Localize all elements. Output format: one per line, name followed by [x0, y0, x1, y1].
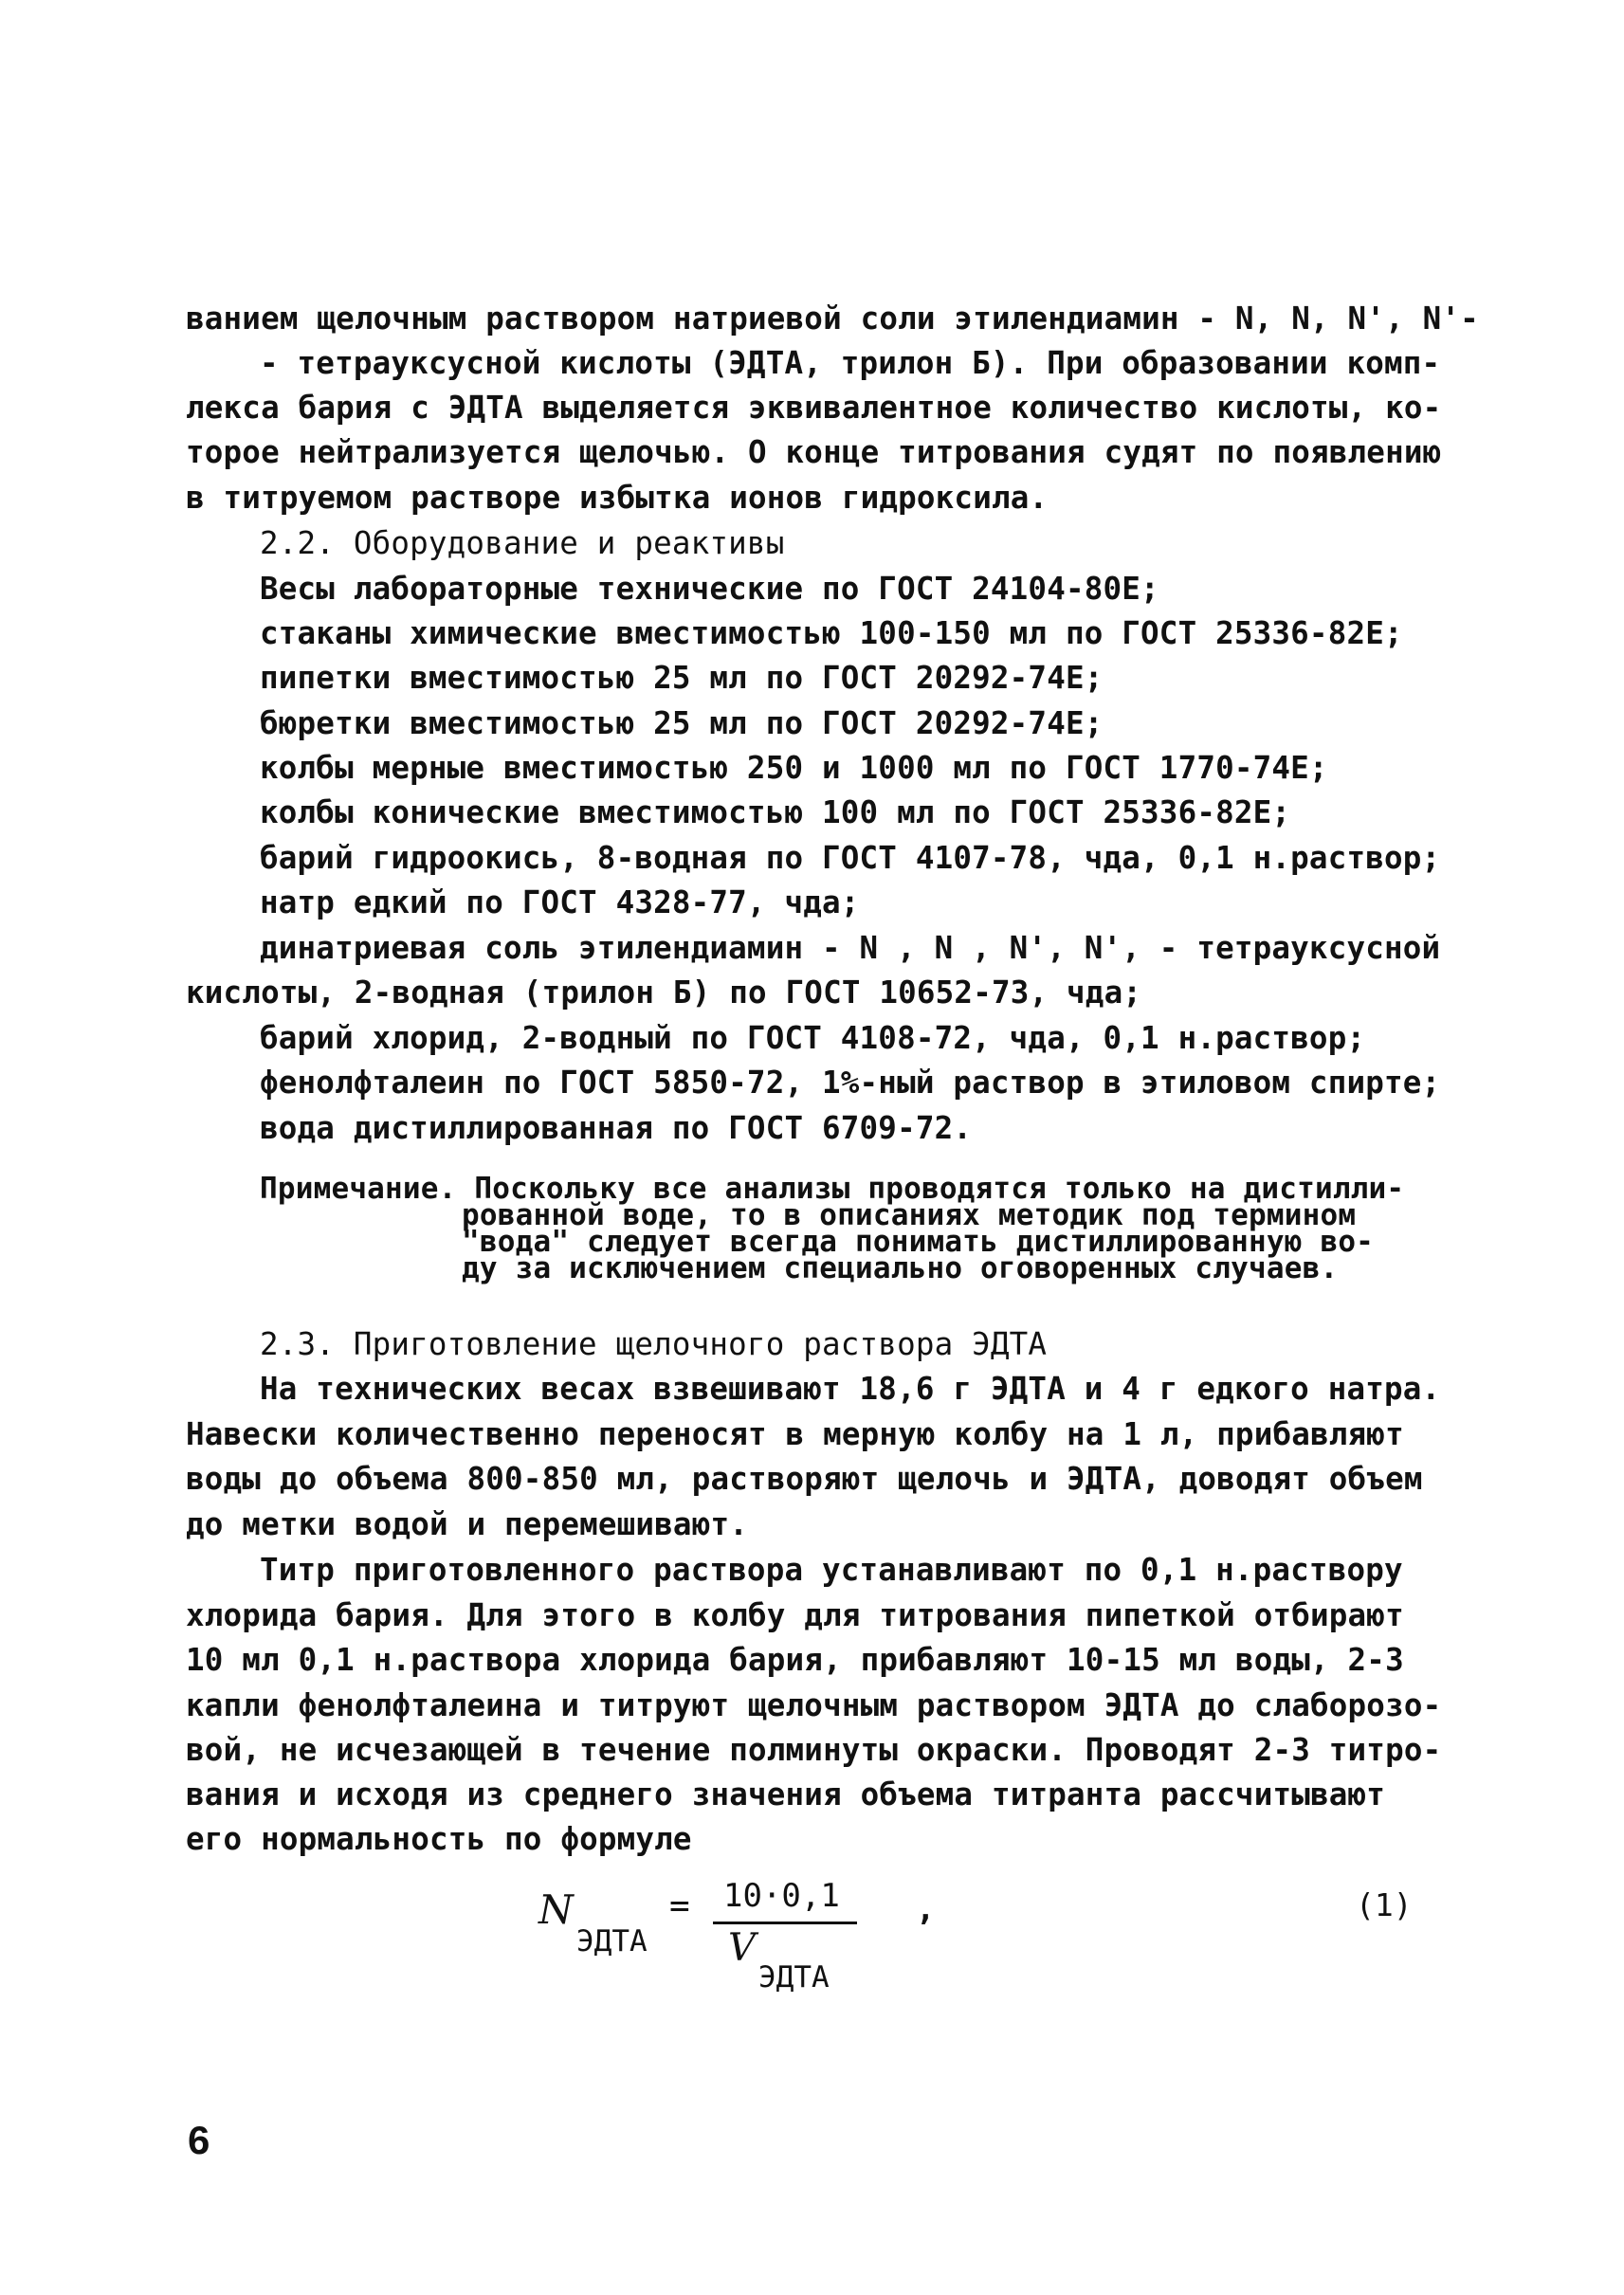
paragraph-line: На технических весах взвешивают 18,6 г ЭДТА и 4 г едкого натра.: [260, 1371, 1441, 1407]
paragraph-line: до метки водой и перемешивают.: [186, 1506, 748, 1542]
reagent-item: барий гидроокись, 8-водная по ГОСТ 4107-78, чда, 0,1 н.раствор;: [260, 840, 1441, 876]
paragraph-line: в титруемом растворе избытка ионов гидроксила.: [186, 480, 1049, 516]
reagent-item: Весы лабораторные технические по ГОСТ 24104-80Е;: [260, 571, 1159, 607]
note-line: "вода" следует всегда понимать дистиллированную во-: [462, 1225, 1375, 1259]
paragraph-line: вой, не исчезающей в течение полминуты окраски. Проводят 2-3 титро-: [186, 1732, 1442, 1768]
section-heading: 2.2. Оборудование и реактивы: [260, 525, 785, 561]
paragraph-line: Титр приготовленного раствора устанавливают по 0,1 н.раствору: [260, 1552, 1403, 1588]
paragraph-line: хлорида бария. Для этого в колбу для титрования пипеткой отбирают: [186, 1597, 1404, 1633]
fraction-bar: [713, 1922, 857, 1924]
paragraph-line: воды до объема 800-850 мл, растворяют щелочь и ЭДТА, доводят объем: [186, 1461, 1423, 1497]
paragraph-line: ванием щелочным раствором натриевой соли этилендиамин - N, N, N', N'-: [186, 301, 1479, 337]
section-heading: 2.3. Приготовление щелочного раствора ЭДТА: [260, 1326, 1048, 1362]
paragraph-line: Навески количественно переносят в мерную колбу на 1 л, прибавляют: [186, 1416, 1404, 1452]
paragraph-line: капли фенолфталеина и титруют щелочным раствором ЭДТА до слаборозо-: [186, 1687, 1442, 1723]
reagent-item: пипетки вместимостью 25 мл по ГОСТ 20292-74Е;: [260, 660, 1104, 696]
paragraph-line: 10 мл 0,1 н.раствора хлорида бария, прибавляют 10-15 мл воды, 2-3: [186, 1642, 1404, 1678]
paragraph-line: - тетрауксусной кислоты (ЭДТА, трилон Б). При образовании комп-: [260, 345, 1441, 381]
formula-number: (1): [1356, 1886, 1413, 1923]
reagent-item: бюретки вместимостью 25 мл по ГОСТ 20292-74Е;: [260, 705, 1104, 741]
reagent-item: динатриевая соль этилендиамин - N , N , N', N', - тетрауксусной: [260, 930, 1441, 966]
paragraph-line: его нормальность по формуле: [186, 1821, 692, 1857]
reagent-item: фенолфталеин по ГОСТ 5850-72, 1%-ный раствор в этиловом спирте;: [260, 1065, 1441, 1101]
paragraph-line: вания и исходя из среднего значения объема титранта рассчитывают: [186, 1776, 1386, 1812]
note-line: рованной воде, то в описаниях методик под термином: [462, 1198, 1357, 1232]
paragraph-line: торое нейтрализуется щелочью. О конце титрования судят по появлению: [186, 434, 1442, 470]
page-number: 6: [188, 2118, 210, 2162]
reagent-item: кислоты, 2-водная (трилон Б) по ГОСТ 10652-73, чда;: [186, 974, 1142, 1011]
reagent-item: стаканы химические вместимостью 100-150 мл по ГОСТ 25336-82Е;: [260, 615, 1403, 651]
reagent-item: барий хлорид, 2-водный по ГОСТ 4108-72, чда, 0,1 н.раствор;: [260, 1020, 1366, 1056]
paragraph-line: лекса бария с ЭДТА выделяется эквивалентное количество кислоты, ко-: [186, 390, 1442, 426]
note-line: Примечание. Поскольку все анализы проводятся только на дистилли-: [260, 1172, 1405, 1206]
formula-denominator-symbol: V: [728, 1926, 756, 1970]
reagent-item: колбы конические вместимостью 100 мл по ГОСТ 25336-82Е;: [260, 794, 1291, 830]
note-line: ду за исключением специально оговоренных случаев.: [462, 1251, 1339, 1285]
formula-equals: =: [669, 1886, 690, 1925]
reagent-item: колбы мерные вместимостью 250 и 1000 мл по ГОСТ 1770-74Е;: [260, 750, 1328, 786]
reagent-item: вода дистиллированная по ГОСТ 6709-72.: [260, 1110, 973, 1146]
formula-denominator-subscript: ЭДТА: [758, 1960, 830, 1994]
formula-lhs-symbol: N: [538, 1886, 574, 1933]
formula-comma: ,: [916, 1890, 936, 1928]
formula-lhs-subscript: ЭДТА: [576, 1924, 648, 1958]
reagent-item: натр едкий по ГОСТ 4328-77, чда;: [260, 884, 860, 920]
formula-numerator: 10·0,1: [723, 1877, 840, 1915]
